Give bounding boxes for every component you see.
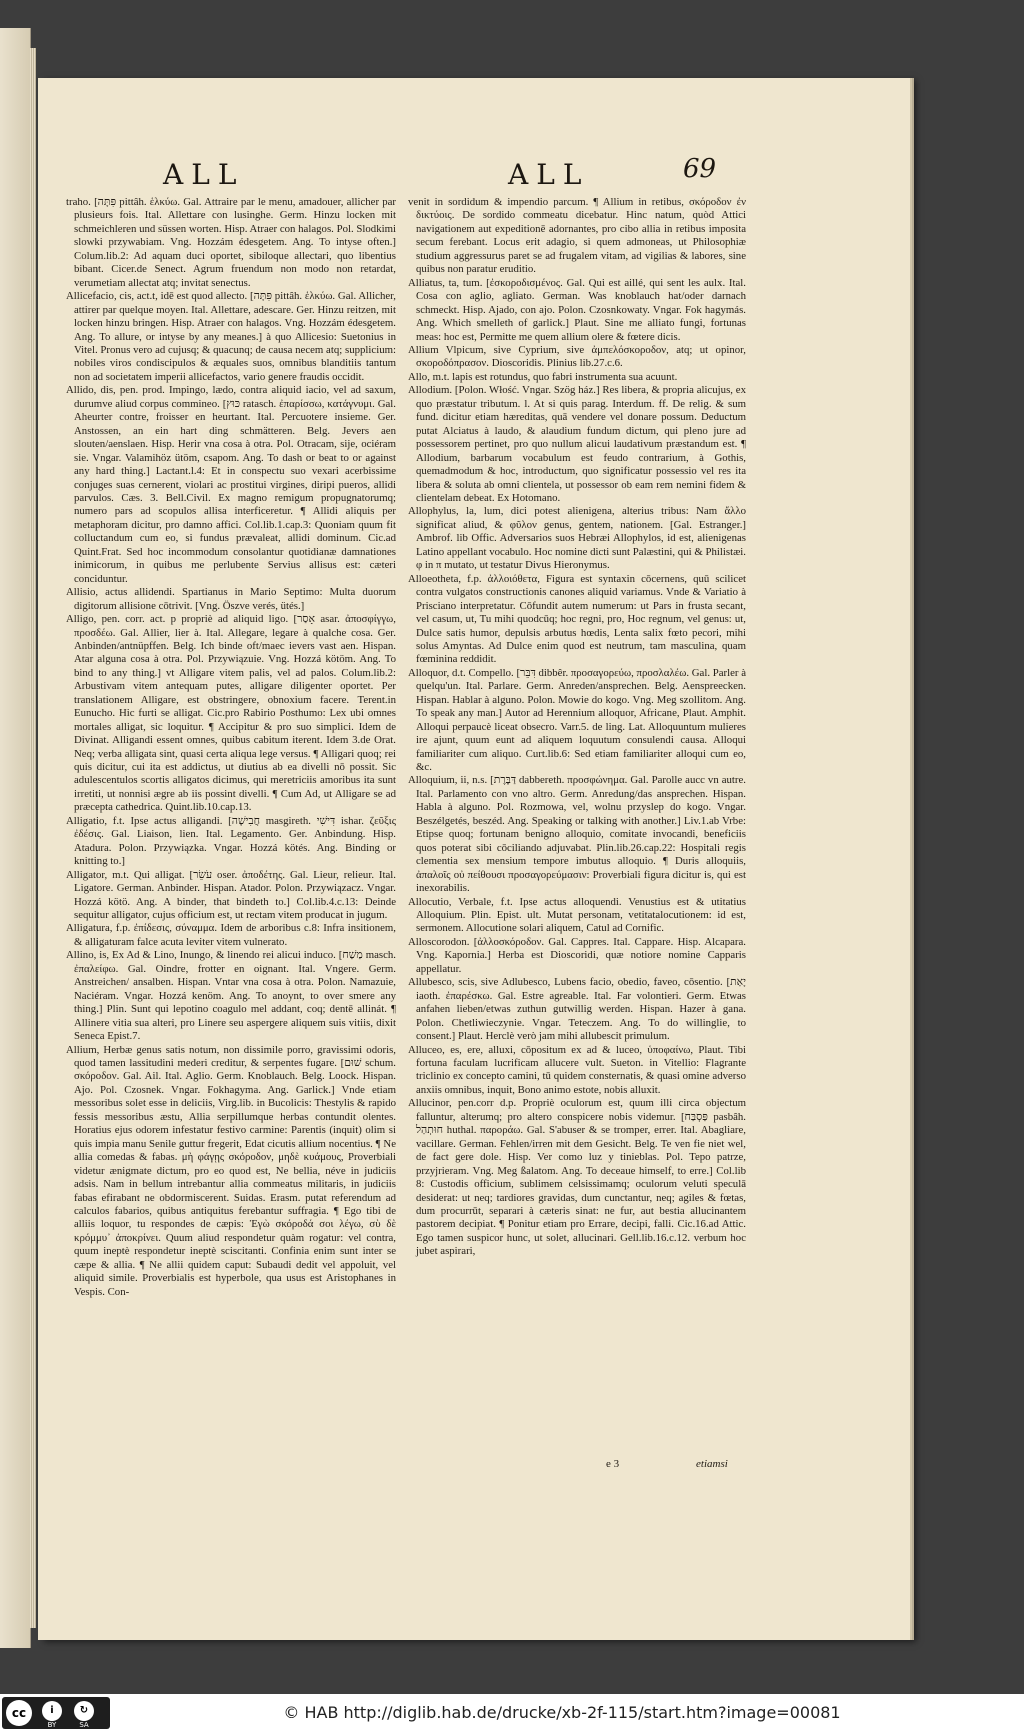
running-head-left: ALL [163, 158, 245, 191]
dictionary-entry: Allium, Herbæ genus satis notum, non dissimile porro, gravissimi odoris, quod tamen lassitudini mederi creditur, & serpentes fugare. [שׁוּם schum. σκόροδον. Gal. Ail. Ital. Aglio. Germ. Knoblauch. Belg. Loock. Hispan. Ajo. Pol. Czosnek. Vngar. Fokhagyma. Ang. Garlick.] Vnde etiam messoribus solet esse in deliciis, Virg.lib. in Bucolicis: Thestylis & rapido fessis messoribus æstu, Allia serpillumque herbas contundit olentes. Horatius ejus odorem infestatur festivo carmine: Parentis (inquit) olim si quis impia manu Senile guttur fregerit, Edat cicutis allium nocentius. ¶ Ne allia comedas & fabas. μὴ φάγῃς σκόροδον, μηδὲ κυάμους, Proverbiali videtur ænigmate dictum, pro eo quod est, Ne bellia, néve in judiciis adsis. Nam in bellum intrebantur allia commeatus militaris, in judiciis fabas efirabant ne obdormiscerent. Suidas. Erasm. putat referendum ad calculos fabarios, quibus antiquitus ferebantur suffragia. ¶ Ego tibi de alliis loquor, tu respondes de cæpis: Ἐγὼ σκόροδά σοι λέγω, σὺ δὲ κρόμμυ᾽ ἀποκρίνει. Quum aliud respondetur quàm rogatur: vel contra, quum ineptè respondetur ineptè sciscitanti. Confinia enim sunt inter se cæpe & allia. ¶ Ne allii quidem caput: Subaudi dedit vel appoluit, vel aliquid simile. Proverbialis est hyperbole, qua usus est Aristophanes in Vespis. Con- [66, 1043, 396, 1298]
attribution-link[interactable]: © HAB http://diglib.hab.de/drucke/xb-2f-115/start.htm?image=00081 [283, 1703, 841, 1722]
by-label: BY [47, 1721, 57, 1729]
page-stack-edge [30, 48, 36, 1628]
dictionary-entry: Alloscorodon. [ἀλλοσκόροδον. Gal. Cappres. Ital. Cappare. Hisp. Alcapara. Vng. Kapornia.] Herba est Dioscoridi, quæ notiore nomine Capparis appellatur. [408, 935, 746, 975]
share-alike-icon: ↻ [74, 1701, 94, 1721]
signature-mark: e 3 [606, 1458, 620, 1470]
running-head-right: ALL [508, 158, 590, 191]
page-number: 69 [683, 154, 717, 184]
dictionary-entry: Allocutio, Verbale, f.t. Ipse actus alloquendi. Venustius est & utitatius Alloquium. Plin. Epist. ult. Mutat personam, vetitatalocutionem: id est, sermonem. Allocutione solari aliquem, Catul ad Cornific. [408, 895, 746, 935]
dictionary-entry: Allisio, actus allidendi. Spartianus in Mario Septimo: Multa duorum digitorum allisione cōtrivit. [Vng. Öszve verés, ütés.] [66, 586, 396, 612]
footer-bar [0, 1694, 1024, 1732]
dictionary-entry: Alloquium, ii, n.s. [דַּבֶּרֶת dabbereth. προσφώνημα. Gal. Parolle aucc vn autre. Ital. Parlamento con vno altro. Germ. Anredung/das ansprechen. Hispan. Habla à alguno. Pol. Rozmowa, vel, wolnu przyslep do kogo. Vngar. Beszélgetés, beszéd. Ang. Speaking or talking with another.] Liv.1.ab Vrbe: Etipse quoq; fortunam benigno alloquio, comitate invocandi, beneficiis quos poterat sibi cōciliando adjuvabat. Plin.lib.26.cap.22: Hospitali regis clementia sex mensium tempore imbutus alloquio. ¶ Duris alloquiis, ἀπαλοῖς οὐ πείθουσι προσαγορεύμασιν: Proverbiali figura dicitur is, qui est inexorabilis. [408, 774, 746, 895]
dictionary-entry: Alluceo, es, ere, alluxi, cōpositum ex ad & luceo, ὑποφαίνω, Plaut. Tibi fortuna faculam lucrificam allucere vult. Sueton. in Vitellio: Flagrante triclinio ex concepto camini, tū quidem consternatis, & quasi omine adverso anxiis omnibus, inquit, Bono animo estote, nobis alluxit. [408, 1043, 746, 1096]
dictionary-entry: Allophylus, la, lum, dici potest alienigena, alterius tribus: Nam ἄλλο significat aliud, & φῦλον genus, gentem, nationem. [Gal. Estranger.] Ambrof. lib Offic. Adversarios suos Hebræi Allophylos, id est, alienigenas Latino appellant vocabulo. Hoc nomine dicti sunt Palæstini, qui & Philistæi. φ in π mutato, ut testatur Divus Hieronymus. [408, 505, 746, 572]
person-icon: i [42, 1701, 62, 1721]
dictionary-entry: Alloquor, d.t. Compello. [דִּבֵּר dibbêr. προσαγορεύω, προσλαλέω. Gal. Parler à quelqu'un. Ital. Parlare. Germ. Anreden/ansprechen. Belg. Aenspreecken. Hispan. Hablar à alguno. Polon. Mowie do kogo. Vng. Meg szollitom. Ang. To speak any man.] Autor ad Herennium alloquor, Africane, Plaut. Amphit. Alloqui perpaucè liceat obsecro. Varr.5. de ling. Lat. Alloquuntum mulieres ire ajunt, quum eunt ad aliquem loquutum consulendi causa. Alloqui familiariter cum aliquo. Curt.lib.6: Sed etiam familiariter alloqui cum eo, &c. [408, 666, 746, 774]
dictionary-entry: Allo, m.t. lapis est rotundus, quo fabri instrumenta sua acuunt. [408, 370, 678, 383]
dictionary-entry: Alligo, pen. corr. act. p propriè ad aliquid ligo. [אָסַר asar. ἀποσφίγγω, προσδέω. Gal. Allier, lier à. Ital. Allegare, legare à qualche cosa. Ger. Anbinden/antnüpffen. Belg. Ich binde oft/maec ievers vast aen. Hispan. Atar alguna cosa à otra. Pol. Przywiązuie. Vng. Hozzá kötöm. Ang. To bind to any thing.] vt Alligare vitem palis, vel ad palos. Colum.lib.2: Arbustivam vitem antequam putes, alligare diligenter oportet. Per translationem Alligare, est obstringere, obnoxium facere. Terent.in Eunucho. Hic furti se alligat. Cic.pro Rabirio Posthumo: Lex ubi omnes mortales alligat, sic loquitur. ¶ Accipitur & pro suo simplici. Idem de Divinat. Alligandi essent omnes, quibus cabitum iterent. Idem 3.de Orat. Neq; verba alligata sint, quasi certa aliqua lege versus. ¶ Alligari quoq; rei quis dicitur, cui ita est addictus, ut diutius ab ea divelli nō possit. Sic adulescentulos scortis alligatos dicimus, qui meretriciis amoribus ita sunt irretiti, ut nonnisi ægre ab iis possint divelli. ¶ Cum Ad, ut Alligare se ad præcepta cathedrica. Quint.lib.10.cap.13. [66, 613, 396, 814]
dictionary-entry: Alligatura, f.p. ἐπίδεσις, σύναμμα. Idem de arboribus c.8: Infra insitionem, & alligaturam falce acuta leviter vitem vulnerato. [66, 922, 396, 948]
dictionary-entry: Allido, dis, pen. prod. Impingo, lædo, contra aliquid iacio, vel ad saxum, durumve aliud corpus commineo. [כּוּץ ratasch. ἐπαρίσσω, κατάγνυμι. Gal. Aheurter contre, froisser en heurtant. Ital. Percuotere insieme. Ger. Anstossen, an ein hart ding schmätteren. Belg. Jevers aen slouten/aenslaen. Hisp. Herir vna cosa à otra. Pol. Otracam, sije, ociéram sie. Vngar. Valamihöz ütöm, csapom. Ang. To dash or beat to or against any hard thing.] Lactant.l.4: Et in conspectu suo vexari acerbissime conjuges suas cernerent, violari ac prostitui virgines, diripi pueros, allidi parvulos. Cæs. 3. Bell.Civil. Ex magno remigum propugnatorumq; numero pars ad scopulos allisa interficeretur. ¶ Allidi aliquis per metaphoram dicitur, pro damno affici. Col.lib.1.cap.3: Quoniam quum fit colluctandum cum eo, si fundus prævaleat, allidi dominum. Cic.ad Quint.Frat. Sed hoc incommodum consolantur quotidianæ damnationes inimicorum, in quibus me perlubente Servius allisus est: cæteri conciduntur. [66, 384, 396, 585]
running-head [38, 154, 910, 198]
dictionary-entry: Allubesco, scis, sive Adlubesco, Lubens facio, obedio, faveo, cōsentio. [יָאַת iaoth. ἐπαρέσκω. Gal. Estre agreable. Ital. Far volontieri. Germ. Etwas anfahen lieben/etwas zuthun gutwillig werden. Hispan. Hazer à gana. Polon. Chetliwieczynie. Vngar. Teteczem. Ang. To do willinglie, to consent.] Plaut. Herclè verò jam mihi allubescit primulum. [408, 976, 746, 1043]
dictionary-entry: Alloeotheta, f.p. ἀλλοιόθετα, Figura est syntaxin cōcernens, quū scilicet contra vulgatos constructionis canones aliquid variamus. Vnde & Variatio à Prisciano interpretatur. Cōfundit autem numerum: ut Pars in frusta secant, vel casum, ut, Tu mihi quodcūq; hoc regni, pro, Hoc regnum, vel genus: ut, Dulce satis humor, depulsis arbutus hœdis, Lenta salix fœto pecori, mihi solus Amyntas. Ad Dulce enim quod est neutrum, tam masculina, quam fœminina reddidit. [408, 572, 746, 666]
dictionary-entry: traho. [פִּתָּה pittâh. ἑλκύω. Gal. Attraire par le menu, amadouer, allicher par plusieurs fois. Ital. Allettare con lusinghe. Germ. Hinzu locken mit schmeichleren und süssen worten. Hisp. Atraer con halagos. Pol. Slodkimi slowki przywabiam. Vng. Hozzám édesgetem. Ang. To intyse often.] Colum.lib.2: Ad aquam duci oportet, sibiloque allectari, quo libentius bibant. Cicer.de Senect. Agrum fruendum non modo non retardat, verumetiam allectat atq; invitat senectus. [66, 196, 396, 289]
dictionary-entry: Allium Vlpicum, sive Cyprium, sive ἀμπελόσκοροδον, atq; ut opinor, σκοροδόπρασον. Dioscoridis. Plinius lib.27.c.6. [408, 343, 746, 370]
dictionary-entry: Allucinor, pen.corr d.p. Propriè oculorum est, quum illi circa objectum falluntur, alterumq; pro altero conspicere nobis videmur. [פַּסְבַּח pasbâh. חוּתְהַל huthal. παροράω. Gal. S'abuser & se tromper, errer. Ital. Abagliare, vacillare. German. Fehlen/irren mit dem Gesicht. Belg. Te ven fie niet wel, de fact gere dole. Hisp. Ver como luz y tinieblas. Pol. Tepo patrze, przyjrieram. Vng. Meg ßalatom. Ang. To deceaue himself, to erre.] Col.lib 8: Custodis officium, sublimem celsissimamq; oculorum veluti speculā desiderat: ut neq; tardiores gravidas, dum cunctantur, neq; agiles & fœtas, dum procurrūt, separari à cæteris sinat: ne fur, aut bestia allucinantem pastorem decipiat. ¶ Ponitur etiam pro Errare, decipi, falli. Cic.16.ad Attic. Ego tamen suspicor hunc, ut solet, allucinari. Gell.lib.16.c.12. verbum hoc jubet aspirari, [408, 1097, 746, 1258]
cc-icon: cc [6, 1700, 32, 1726]
sa-label: SA [79, 1721, 89, 1729]
dictionary-entry: Allicefacio, cis, act.t, idē est quod allecto. [פִּתָּה pittâh. ἑλκύω. Gal. Allicher, attirer par quelque moyen. Ital. Allettare, adescare. Ger. Hinzu reitzen, mit locken hinzu bringen. Hisp. Atraer con halagos. Vng. Hozzám édesgetem. Ang. To allure, or intyse by any meanes.] à quo Allicesio: Suetonius in Vitel. Pronus vero ad cujusq; & quacunq; de causa necem atq; supplicium: nobiles viros condiscipulos & æquales suos, omnibus blanditiis tantum non ad societatem imperii allicefactos, vario genere fraudis occidit. [66, 290, 396, 383]
right-text-column [408, 196, 746, 1456]
dictionary-entry: Allino, is, Ex Ad & Lino, Inungo, & linendo rei alicui induco. [מַשַׁח masch. ἐπαλείφω. Gal. Oindre, frotter en oignant. Ital. Vngere. Germ. Anstreichen/ ansalben. Hispan. Vntar vna cosa à otra. Polon. Namazuie, Naciéram. Vngar. Hozzá kenöm. Ang. To anoynt, to over smere any thing.] Plin. Sunt qui lepotino coagulo mel addant, coq; dentē allinát. ¶ Allinere vitia sua alteri, pro Linere seu aspergere aliquem suis vitiis, dixit Seneca Epist.7. [66, 949, 396, 1043]
dictionary-entry: Alliatus, ta, tum. [ἐσκοροδισμένος. Gal. Qui est aillé, qui sent les aulx. Ital. Cosa con aglio, agliato. German. Was knoblauch hat/oder darnach schmeckt. Hisp. Ajado, con ajo. Polon. Czosnkowaty. Vngar. Fok hagymás. Ang. Which smelleth of garlick.] Plaut. Sine me alliato fungi, fortunas meas: hoc est, Permitte me quem allium olere & fœtere dicis. [408, 276, 746, 343]
book-page [38, 78, 910, 1640]
dictionary-entry: Alligatio, f.t. Ipse actus alligandi. [חֲבִישָׁה masgireth. דִּישִׁי ishar. ζεῦξις ἐδέσις. Gal. Liaison, lien. Ital. Legamento. Ger. Anbindung. Hisp. Atadura. Polon. Przywiązka. Vngar. Hozzá kötés. Ang. Binding or knitting to.] [66, 814, 396, 868]
left-page-edge [0, 28, 31, 1648]
catchword: etiamsi [696, 1458, 728, 1470]
dictionary-entry: Alligator, m.t. Qui alligat. [עֹשֵׂר oser. ἀποδέτης. Gal. Lieur, relieur. Ital. Ligatore. German. Anbinder. Hispan. Atador. Polon. Przywiązacz. Vngar. Hozzá kötö. Ang. A binder, that bindeth to.] Col.lib.4.c.13: Deinde sequitur alligator, cujus officium est, ut rectam vitem producat in jugum. [66, 868, 396, 922]
left-text-column [66, 196, 396, 1456]
dictionary-entry: venit in sordidum & impendio parcum. ¶ Allium in retibus, σκόροδον ἐν δικτύοις. De sordido commeatu dicebatur. Hinc natum, quòd Attici navigationem aut expeditionē adornantes, pro cibo allia in retibus imposita secum ferebant. Locus erit adagio, si quem admoneas, ut Philosophiæ studium aggressurus paret se ad frugalem vitam, ad vigilias & labores, sine quibus non paratur eruditio. [408, 196, 746, 276]
dictionary-entry: Allodium. [Polon. Włość. Vngar. Szög ház.] Res libera, & propria alicujus, ex quo præstatur tributum. l. At si quis parag. Interdum. ff. De relig. & sum fund. dicitur etiam hæreditas, quā vendere vel donare possum. Deductum putat Alciatus à laudo, & alaudium fundum dictum, qui pleno jure ad possessorem pertinet, pro quo nullum alicui laudativum præstandum est. ¶ Allodium, barbarum vocabulum est feudo contrarium, à Gothis, quemadmodum & hoc, introductum, quo significatur possessio vel res ita libera & soluta ab omni clientela, ut possessor ob eam rem nemini fidem & clientelam debeat. Ex Hotomano. [408, 384, 746, 504]
